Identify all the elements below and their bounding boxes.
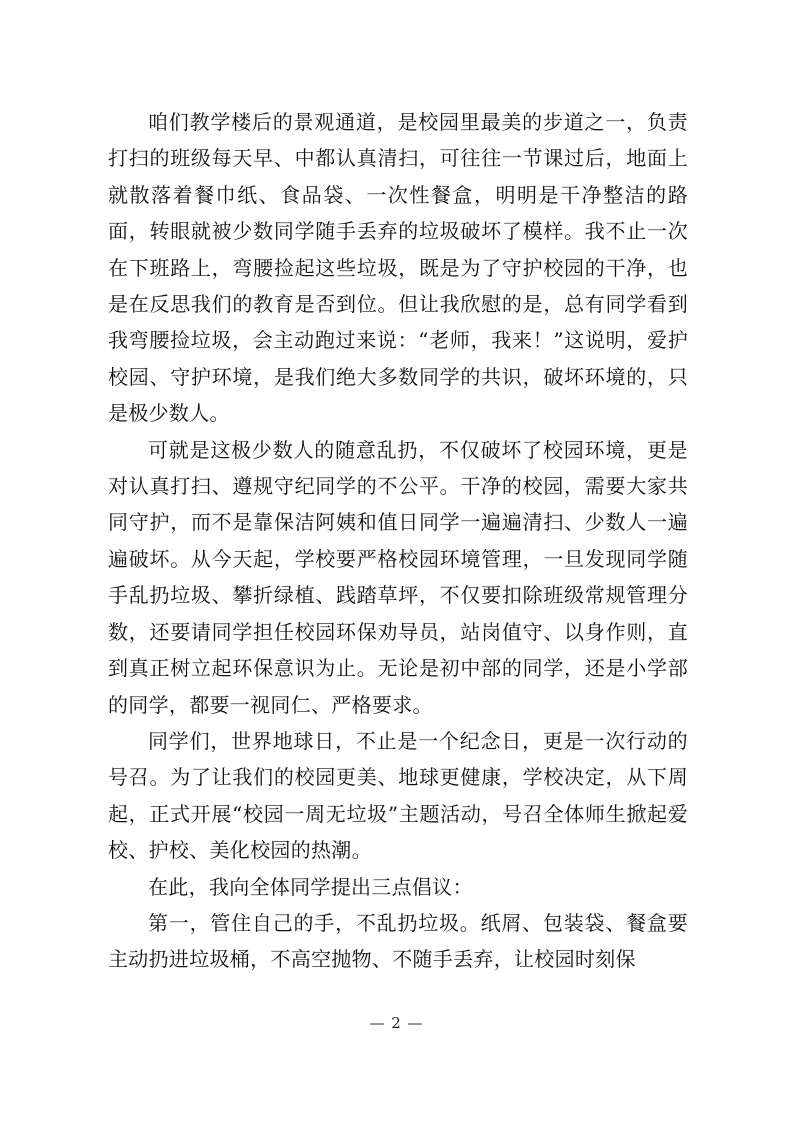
document-body	[108, 104, 688, 978]
paragraph-proposal-one: 第一，管住自己的手，不乱扔垃圾。纸屑、包装袋、餐盒要主动扔进垃圾桶，不高空抛物、不随手丢弃，让校园时刻保	[108, 910, 688, 972]
paragraph-landscape-path: 咱们教学楼后的景观通道，是校园里最美的步道之一，负责打扫的班级每天早、中都认真清扫，可往往一节课过后，地面上就散落着餐巾纸、食品袋、一次性餐盒，明明是干净整洁的路面，转眼就被少数同学随手丢弃的垃圾破坏了模样。我不止一次在下班路上，弯腰捡起这些垃圾，既是为了守护校园的干净，也是在反思我们的教育是否到位。但让我欣慰的是，总有同学看到我弯腰捡垃圾，会主动跑过来说：“老师，我来！”这说明，爱护校园、守护环境，是我们绝大多数同学的共识，破坏环境的，只是极少数人。	[108, 110, 688, 426]
paragraph-proposals-intro: 在此，我向全体同学提出三点倡议：	[148, 874, 473, 899]
paragraph-earth-day-activity: 同学们，世界地球日，不止是一个纪念日，更是一次行动的号召。为了让我们的校园更美、地球更健康，学校决定，从下周起，正式开展“校园一周无垃圾”主题活动，号召全体师生掀起爱校、护校、美化校园的热潮。	[108, 728, 688, 863]
paragraph-environment-management: 可就是这极少数人的随意乱扔，不仅破坏了校园环境，更是对认真打扫、遵规守纪同学的不公平。干净的校园，需要大家共同守护，而不是靠保洁阿姨和值日同学一遍遍清扫、少数人一遍遍破坏。从今天起，学校要严格校园环境管理，一旦发现同学随手乱扔垃圾、攀折绿植、践踏草坪，不仅要扣除班级常规管理分数，还要请同学担任校园环保劝导员，站岗值守、以身作则，直到真正树立起环保意识为止。无论是初中部的同学，还是小学部的同学，都要一视同仁、严格要求。	[108, 437, 688, 717]
page-number: — 2 —	[369, 1014, 424, 1032]
